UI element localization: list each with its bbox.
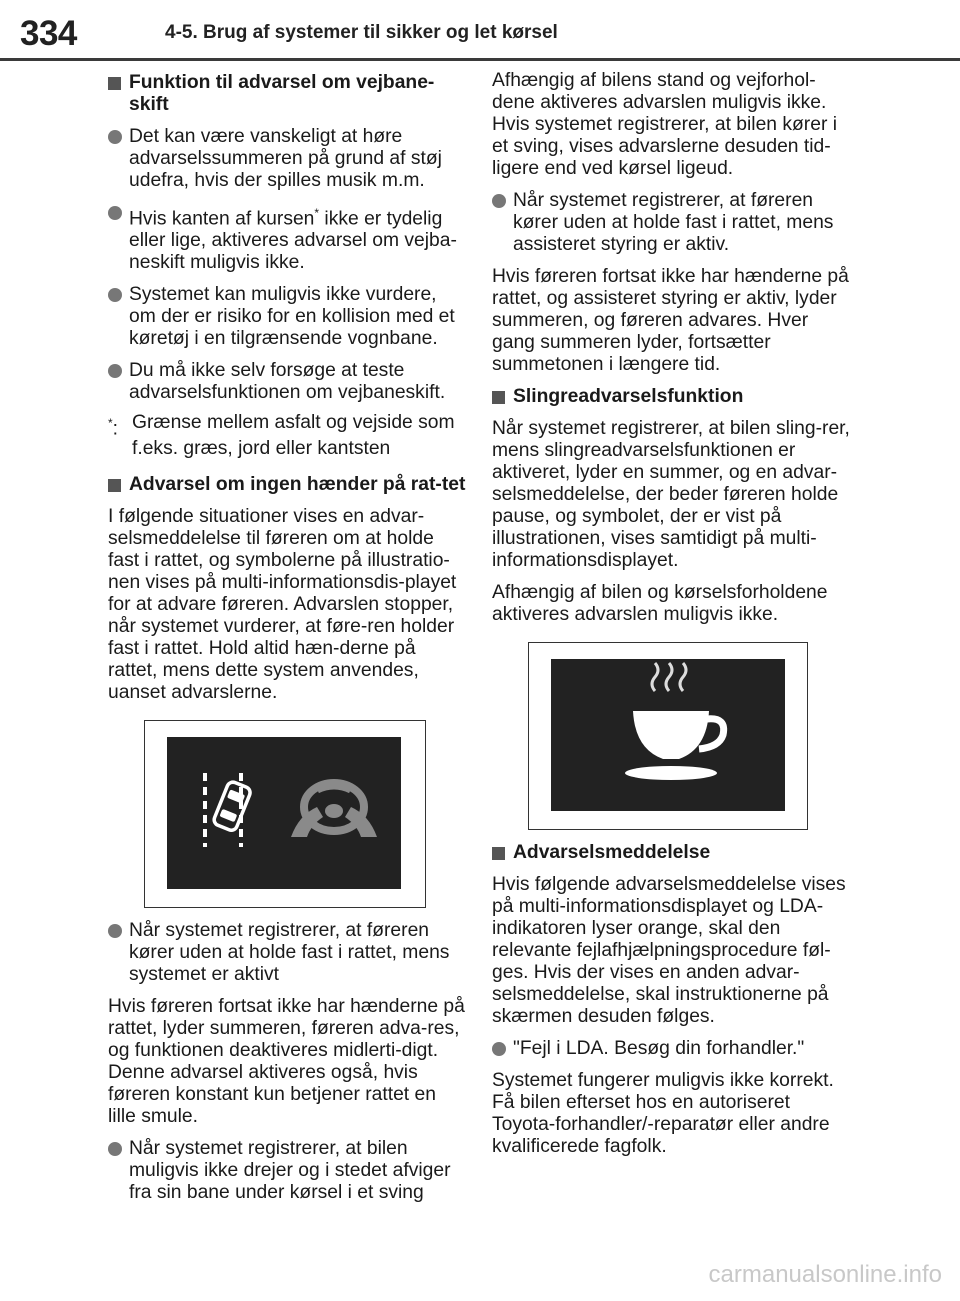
heading-warning-message: Advarselsmeddelelse (492, 842, 852, 864)
heading-sway-warning: Slingreadvarselsfunktion (492, 386, 852, 408)
paragraph: Afhængig af bilen og kørselsforholdene aktiveres advarslen muligvis ikke. (492, 582, 828, 625)
display-screen (551, 659, 785, 811)
square-bullet-icon (108, 77, 121, 90)
paragraph: I følgende situationer vises en advar-selsmeddelelse til føreren om at holde fast i rattet, og symbolerne på illustratio-nen vises på multi-informationsdis-playet for at advare føreren. Advarslen stopper, når systemet vurderer, at føre-ren holder fast i rattet. Hold altid hæn-derne på rattet, mens dette system anvendes, uanset advarslerne. (108, 506, 457, 704)
header-divider (0, 58, 960, 61)
round-bullet-icon (108, 364, 122, 378)
steering-wheel-hands-icon (291, 783, 377, 837)
heading-lane-change-warning: Funktion til advarsel om vejbane-skift (108, 72, 468, 116)
round-bullet-icon (108, 206, 122, 220)
paragraph: Når systemet registrerer, at bilen sling-rer, mens slingreadvarselsfunktionen er aktiveret, lyder en summer, og en advar-selsmeddelelse, der beder føreren holde pause, og symbolet, der er vist på illustrationen, vises samtidigt på multi-informationsdisplayet. (492, 418, 850, 571)
coffee-cup-icon (551, 659, 785, 811)
page-number: 334 (20, 14, 77, 53)
sway-warning-illustration (528, 642, 808, 830)
square-bullet-icon (492, 847, 505, 860)
footnote: *: Grænse mellem asfalt og vejside som f.eks. græs, jord eller kantsten (108, 412, 455, 460)
bullet-item: Hvis kanten af kursen* ikke er tydelig eller lige, aktiveres advarsel om vejba-neskift muligvis ikke. (108, 202, 468, 274)
round-bullet-icon (492, 194, 506, 208)
footnote-marker: * (314, 206, 320, 220)
watermark: carmanualsonline.info (708, 1261, 942, 1288)
round-bullet-icon (492, 1042, 506, 1056)
round-bullet-icon (108, 1142, 122, 1156)
round-bullet-icon (108, 924, 122, 938)
bullet-item: "Fejl i LDA. Besøg din forhandler." (492, 1038, 852, 1060)
right-column (492, 70, 852, 1168)
bullet-item: Du må ikke selv forsøge at teste advarselsfunktionen om vejbaneskift. (108, 360, 468, 404)
round-bullet-icon (108, 288, 122, 302)
paragraph: Hvis føreren fortsat ikke har hænderne på rattet, og assisteret styring er aktiv, lyder summeren, og føreren advares. Hver gang summeren lyder, fortsætter summetonen i længere tid. (492, 266, 849, 375)
heading-hands-off-warning: Advarsel om ingen hænder på rat-tet (108, 474, 468, 496)
round-bullet-icon (108, 130, 122, 144)
left-column (108, 70, 468, 1214)
paragraph: Hvis følgende advarselsmeddelelse vises på multi-informationsdisplayet og LDA-indikatoren lyser orange, skal den relevante fejlafhjælpningsprocedure føl-ges. Hvis der vises en anden advar-selsmeddelelse, skal instruktionerne på skærmen desuden følges. (492, 874, 846, 1027)
paragraph: Hvis føreren fortsat ikke har hænderne på rattet, lyder summeren, føreren adva-res, og funktionen deaktiveres midlerti-digt. Denne advarsel aktiveres også, hvis føreren konstant kun betjener rattet en lille smule. (108, 996, 465, 1128)
page-header (0, 0, 960, 64)
bullet-item: Det kan være vanskeligt at høre advarselssummeren på grund af støj udefra, hvis der spilles musik m.m. (108, 126, 468, 192)
square-bullet-icon (108, 479, 121, 492)
square-bullet-icon (492, 391, 505, 404)
bullet-item: Når systemet registrerer, at føreren kører uden at holde fast i rattet, mens systemet er aktivt (108, 920, 468, 986)
bullet-item: Når systemet registrerer, at bilen muligvis ikke drejer og i stedet afviger fra sin bane under kørsel i et sving (108, 1138, 468, 1204)
lane-and-steering-icons (167, 737, 401, 889)
section-title: 4-5. Brug af systemer til sikker og let kørsel (165, 22, 558, 43)
display-screen (167, 737, 401, 889)
paragraph: Systemet fungerer muligvis ikke korrekt. Få bilen efterset hos en autoriseret Toyota-forhandler/-reparatør eller andre kvalificerede fagfolk. (492, 1070, 834, 1157)
hands-off-illustration (144, 720, 426, 908)
bullet-item: Når systemet registrerer, at føreren kører uden at holde fast i rattet, mens assisteret styring er aktiv. (492, 190, 852, 256)
paragraph: Afhængig af bilens stand og vejforhol-dene aktiveres advarslen muligvis ikke. Hvis systemet registrerer, at bilen kører i et sving, vises advarslerne desuden tid-ligere end ved kørsel ligeud. (492, 70, 838, 179)
lane-departure-icon (205, 773, 252, 847)
bullet-item: Systemet kan muligvis ikke vurdere, om der er risiko for en kollision med et køretøj i en tilgrænsende vognbane. (108, 284, 468, 350)
